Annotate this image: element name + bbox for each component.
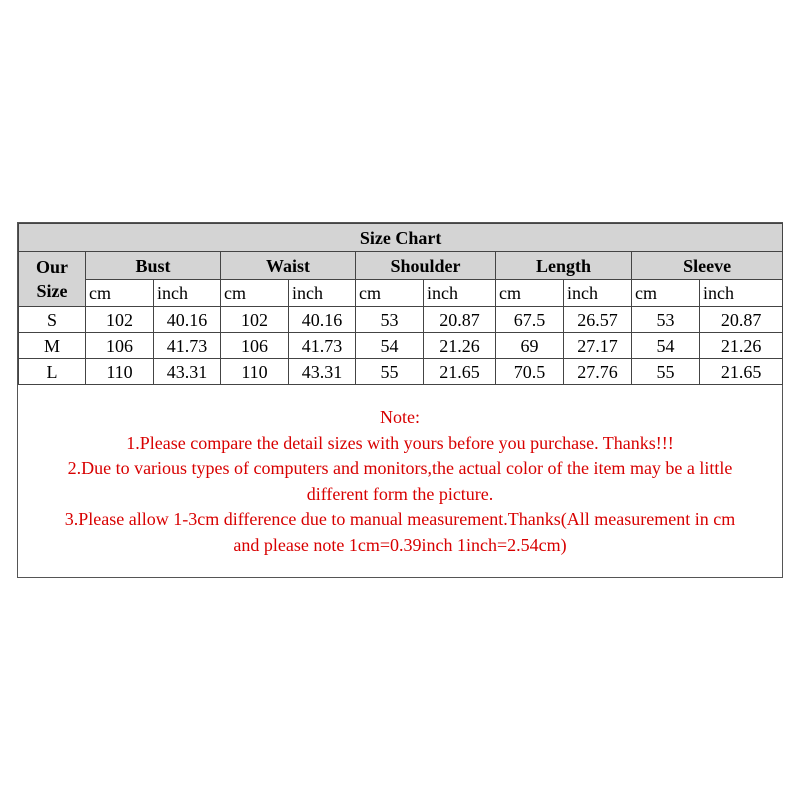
unit-inch: inch — [289, 280, 356, 307]
header-sleeve: Sleeve — [632, 252, 783, 280]
header-shoulder: Shoulder — [356, 252, 496, 280]
note-line-2b: different form the picture. — [306, 483, 494, 504]
table-cell: 40.16 — [289, 307, 356, 333]
table-cell: 43.31 — [154, 359, 221, 385]
table-cell: 53 — [356, 307, 424, 333]
note-line-3b: and please note 1cm=0.39inch 1inch=2.54cm) — [233, 534, 567, 555]
header-waist: Waist — [221, 252, 356, 280]
table-row — [19, 359, 783, 385]
table-cell: 21.26 — [424, 333, 496, 359]
table-row — [19, 307, 783, 333]
table-row — [19, 333, 783, 359]
table-cell: 27.76 — [564, 359, 632, 385]
size-chart — [17, 222, 783, 578]
table-cell: 70.5 — [496, 359, 564, 385]
table-cell: 110 — [86, 359, 154, 385]
unit-cm: cm — [496, 280, 564, 307]
size-label: M — [19, 333, 86, 359]
table-cell: 55 — [632, 359, 700, 385]
unit-inch: inch — [424, 280, 496, 307]
table-cell: 106 — [86, 333, 154, 359]
table-cell: 21.65 — [424, 359, 496, 385]
table-cell: 43.31 — [289, 359, 356, 385]
note-line-3a: 3.Please allow 1-3cm difference due to manual measurement.Thanks(All measurement in cm — [64, 509, 736, 529]
table-cell: 53 — [632, 307, 700, 333]
table-cell: 41.73 — [154, 333, 221, 359]
note-heading: Note: — [380, 407, 420, 427]
table-cell: 102 — [221, 307, 289, 333]
unit-cm: cm — [221, 280, 289, 307]
table-cell: 69 — [496, 333, 564, 359]
unit-cm: cm — [356, 280, 424, 307]
table-cell: 40.16 — [154, 307, 221, 333]
unit-cm: cm — [632, 280, 700, 307]
table-cell: 20.87 — [700, 307, 783, 333]
table-cell: 54 — [356, 333, 424, 359]
size-label: L — [19, 359, 86, 385]
table-cell: 55 — [356, 359, 424, 385]
unit-inch: inch — [564, 280, 632, 307]
notes-section — [18, 383, 782, 558]
header-bust: Bust — [86, 252, 221, 280]
unit-cm: cm — [86, 280, 154, 307]
table-cell: 20.87 — [424, 307, 496, 333]
table-cell: 106 — [221, 333, 289, 359]
table-cell: 21.65 — [700, 359, 783, 385]
table-cell: 21.26 — [700, 333, 783, 359]
table-cell: 67.5 — [496, 307, 564, 333]
table-cell: 26.57 — [564, 307, 632, 333]
our-size-line1: Our — [35, 256, 68, 277]
table-cell: 27.17 — [564, 333, 632, 359]
our-size-line2: Size — [36, 281, 68, 301]
note-line-2a: 2.Due to various types of computers and monitors,the actual color of the item may be a little — [67, 458, 733, 478]
table-cell: 54 — [632, 333, 700, 359]
table-cell: 102 — [86, 307, 154, 333]
our-size-header — [19, 252, 86, 307]
header-length: Length — [496, 252, 632, 280]
size-label: S — [19, 307, 86, 333]
chart-title: Size Chart — [19, 224, 783, 252]
table-cell: 41.73 — [289, 333, 356, 359]
table-cell: 110 — [221, 359, 289, 385]
unit-inch: inch — [154, 280, 221, 307]
note-line-1: 1.Please compare the detail sizes with yours before you purchase. Thanks!!! — [126, 432, 674, 453]
unit-inch: inch — [700, 280, 783, 307]
size-table — [18, 223, 783, 385]
